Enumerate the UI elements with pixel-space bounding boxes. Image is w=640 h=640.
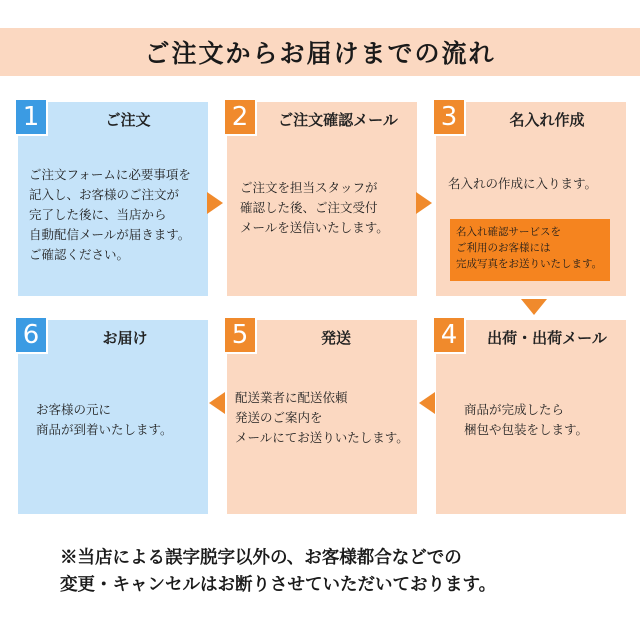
- description-line: 完了した後に、当店から: [29, 207, 167, 222]
- description-line: 配送業者に配送依頼: [235, 390, 348, 405]
- step-number-badge: 5: [223, 316, 257, 354]
- arrow-right-icon: [414, 190, 434, 216]
- step-description: [18, 165, 208, 265]
- arrow-left-icon: [207, 390, 227, 416]
- step-description: [18, 400, 208, 440]
- page-title: ご注文からお届けまでの流れ: [0, 28, 640, 76]
- step-2-confirmation-mail: [227, 102, 417, 296]
- step-number-badge: 4: [432, 316, 466, 354]
- description-line: 名入れの作成に入ります。: [448, 176, 598, 191]
- description-line: 記入し、お客様のご注文が: [29, 187, 180, 202]
- step-number-badge: 6: [14, 316, 48, 354]
- step-description: [227, 178, 417, 238]
- step-number-badge: 1: [14, 98, 48, 136]
- note-line: 名入れ確認サービスを: [456, 226, 561, 238]
- description-line: ご確認ください。: [29, 247, 130, 262]
- step-5-dispatch: [227, 320, 417, 514]
- note-line: 完成写真をお送りいたします。: [456, 258, 603, 270]
- cancellation-notice: [60, 545, 620, 599]
- description-line: 梱包や包装をします。: [464, 422, 589, 437]
- step-3-name-engraving: [436, 102, 626, 296]
- description-line: 発送のご案内を: [235, 410, 323, 425]
- description-line: ご注文フォームに必要事項を: [29, 167, 191, 182]
- step-title: 発送: [320, 328, 351, 347]
- description-line: お客様の元に: [36, 402, 112, 417]
- step-title: ご注文: [105, 110, 151, 129]
- step-title: 出荷・出荷メール: [487, 328, 607, 347]
- step-1-order: [18, 102, 208, 296]
- step-number-badge: 2: [223, 98, 257, 136]
- step-4-shipping-mail: [436, 320, 626, 514]
- description-line: 確認した後、ご注文受付: [240, 200, 378, 215]
- description-line: 自動配信メールが届きます。: [29, 227, 191, 242]
- arrow-left-icon: [417, 390, 437, 416]
- step-title: ご注文確認メール: [278, 110, 398, 129]
- step-description: [227, 388, 417, 448]
- step-description: [436, 174, 626, 194]
- arrow-right-icon: [205, 190, 225, 216]
- step-6-delivery: [18, 320, 208, 514]
- description-line: メールにてお送りいたします。: [235, 430, 409, 445]
- description-line: 商品が到着いたします。: [36, 422, 173, 437]
- note-line: ご利用のお客様には: [456, 242, 551, 254]
- step-title: 名入れ作成: [509, 110, 585, 129]
- notice-line: 変更・キャンセルはお断りさせていただいております。: [60, 575, 497, 595]
- step-number-badge: 3: [432, 98, 466, 136]
- engraving-confirmation-note: [450, 219, 610, 281]
- description-line: 商品が完成したら: [464, 402, 565, 417]
- step-title: お届け: [102, 328, 148, 347]
- step-description: [436, 400, 626, 440]
- description-line: ご注文を担当スタッフが: [240, 180, 378, 195]
- arrow-down-icon: [519, 297, 549, 317]
- description-line: メールを送信いたします。: [240, 220, 389, 235]
- notice-line: ※当店による誤字脱字以外の、お客様都合などでの: [60, 548, 462, 568]
